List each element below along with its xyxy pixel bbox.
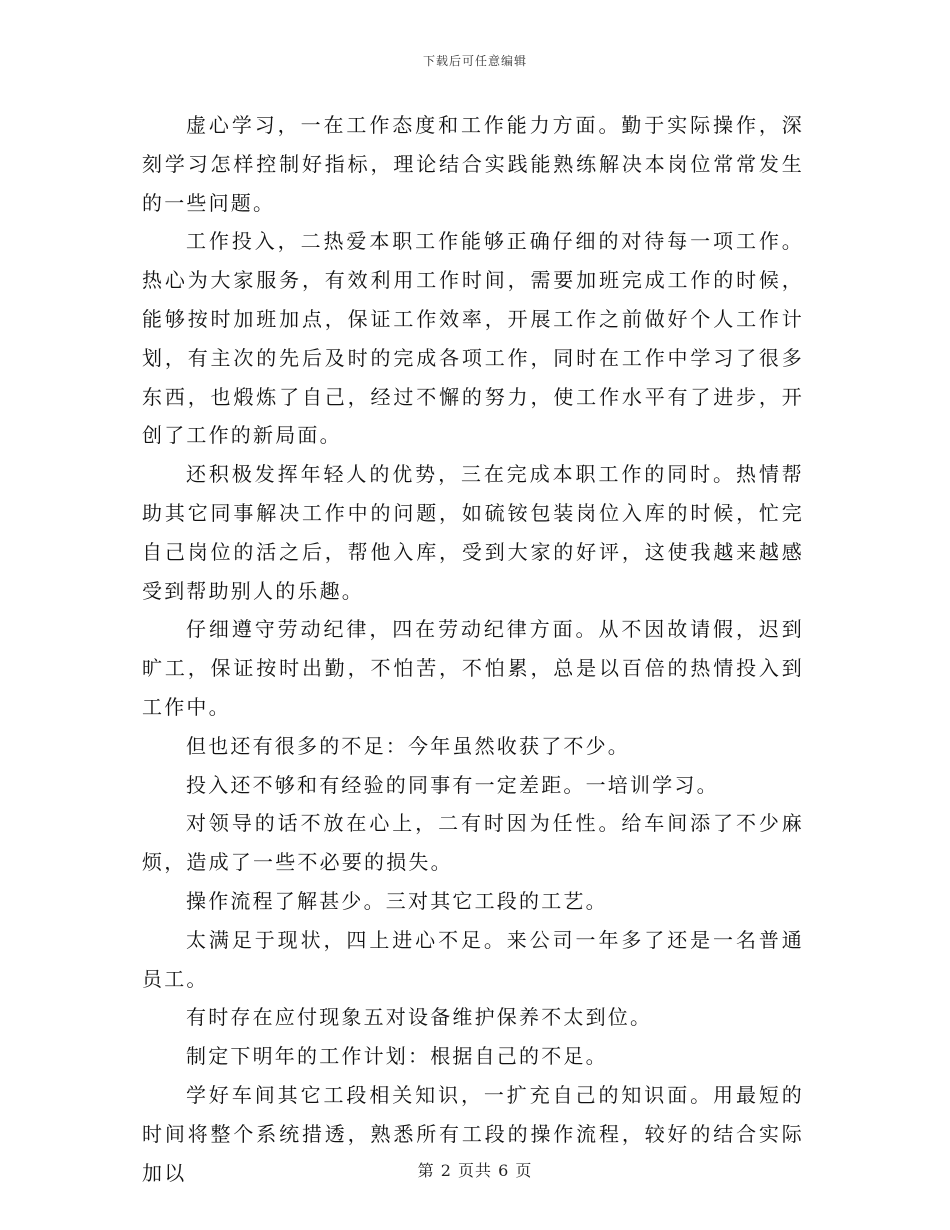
paragraph: 还积极发挥年轻人的优势，三在完成本职工作的同时。热情帮助其它同事解决工作中的问题，如硫铵包装岗位入库的时候，忙完自己岗位的活之后，帮他入库，受到大家的好评，这使我越来越感受到帮助别人的乐趣。 [142, 462, 804, 603]
paragraph: 但也还有很多的不足：今年虽然收获了不少。 [186, 733, 630, 758]
paragraph: 操作流程了解甚少。三对其它工段的工艺。 [186, 888, 608, 913]
document-body [142, 106, 804, 1192]
paragraph: 投入还不够和有经验的同事有一定差距。一培训学习。 [186, 772, 719, 797]
paragraph: 仔细遵守劳动纪律，四在劳动纪律方面。从不因故请假，迟到旷工，保证按时出勤，不怕苦，不怕累，总是以百倍的热情投入到工作中。 [142, 617, 804, 719]
paragraph: 工作投入，二热爱本职工作能够正确仔细的对待每一项工作。热心为大家服务，有效利用工作时间，需要加班完成工作的时候，能够按时加班加点，保证工作效率，开展工作之前做好个人工作计划，有主次的先后及时的完成各项工作，同时在工作中学习了很多东西，也煅炼了自己，经过不懈的努力，使工作水平有了进步，开创了工作的新局面。 [142, 229, 804, 448]
paragraph: 有时存在应付现象五对设备维护保养不太到位。 [186, 1005, 653, 1030]
paragraph: 对领导的话不放在心上，二有时因为任性。给车间添了不少麻烦，造成了一些不必要的损失。 [142, 811, 804, 875]
paragraph: 虚心学习，一在工作态度和工作能力方面。勤于实际操作，深刻学习怎样控制好指标，理论结合实践能熟练解决本岗位常常发生的一些问题。 [142, 113, 804, 215]
paragraph: 太满足于现状，四上进心不足。来公司一年多了还是一名普通员工。 [142, 927, 804, 991]
paragraph: 学好车间其它工段相关知识，一扩充自己的知识面。用最短的时间将整个系统措透，熟悉所有工段的操作流程，较好的结合实际加以 [142, 1082, 804, 1185]
page-header: 下载后可任意编辑 [422, 54, 527, 68]
page-footer: 第 2 页共 6 页 [417, 1161, 533, 1180]
paragraph: 制定下明年的工作计划：根据自己的不足。 [186, 1044, 608, 1069]
